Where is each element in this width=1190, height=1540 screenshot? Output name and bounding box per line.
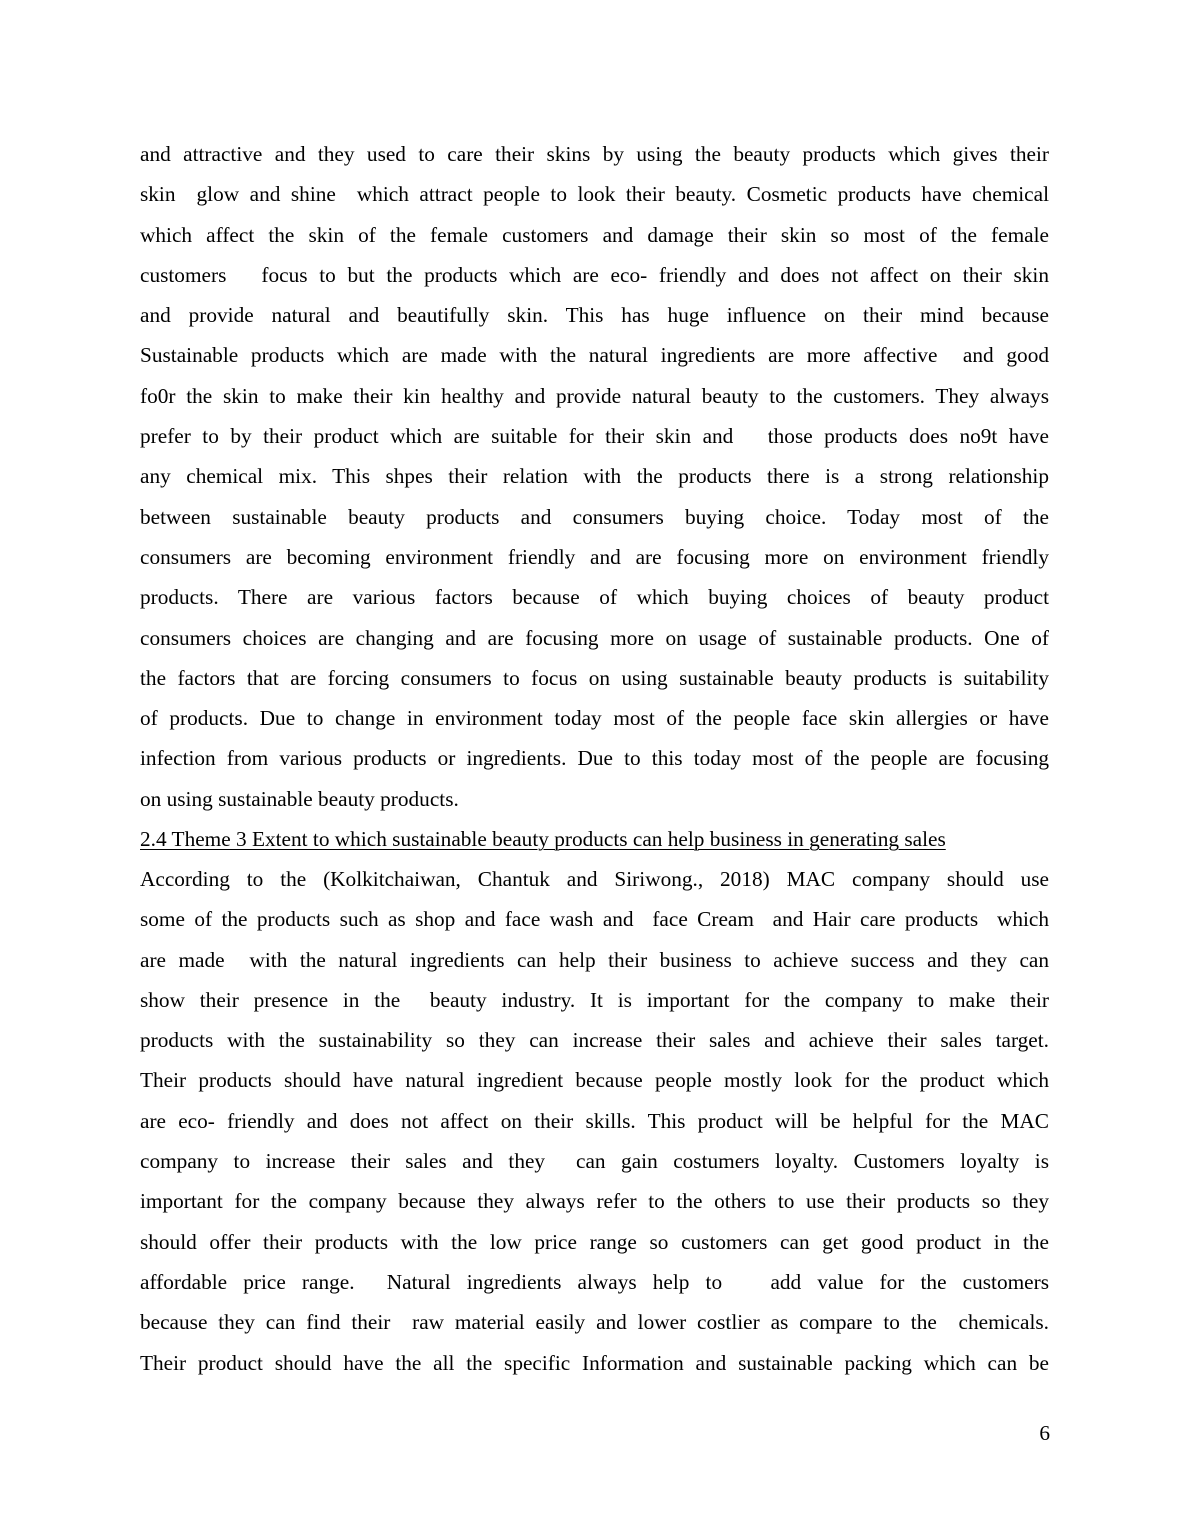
- paragraph-line: consumers choices are changing and are focusing more on usage of sustainable products. One of: [140, 625, 1049, 650]
- paragraph-line: infection from various products or ingredients. Due to this today most of the people are focusing: [140, 746, 1049, 771]
- paragraph-line: on using sustainable beauty products.: [140, 786, 459, 811]
- paragraph-line: between sustainable beauty products and consumers buying choice. Today most of the: [140, 504, 1049, 529]
- paragraph-line: any chemical mix. This shpes their relation with the products there is a strong relationship: [140, 464, 1049, 489]
- paragraph-line: because they can find their raw material easily and lower costlier as compare to the chemicals.: [140, 1310, 1049, 1335]
- paragraph-line: show their presence in the beauty industry. It is important for the company to make their: [140, 987, 1049, 1012]
- paragraph-line: affordable price range. Natural ingredients always help to add value for the customers: [140, 1269, 1049, 1294]
- page-number: 6: [1039, 1421, 1050, 1445]
- section-heading: [140, 819, 1049, 859]
- paragraph-line: products with the sustainability so they can increase their sales and achieve their sales target.: [140, 1028, 1049, 1053]
- paragraph-line: Sustainable products which are made with the natural ingredients are more affective and good: [140, 343, 1049, 368]
- paragraph-line: products. There are various factors because of which buying choices of beauty product: [140, 585, 1049, 610]
- section-heading-text: 2.4 Theme 3 Extent to which sustainable beauty products can help business in generating sales: [140, 827, 946, 851]
- paragraph-line: should offer their products with the low price range so customers can get good product in the: [140, 1229, 1049, 1254]
- paragraph-line: and provide natural and beautifully skin. This has huge influence on their mind because: [140, 303, 1049, 328]
- paragraph-line: skin glow and shine which attract people to look their beauty. Cosmetic products have chemical: [140, 182, 1049, 207]
- paragraph-line: which affect the skin of the female customers and damage their skin so most of the female: [140, 222, 1049, 247]
- paragraph-line: and attractive and they used to care their skins by using the beauty products which gives their: [140, 142, 1049, 166]
- body-paragraph-1: [140, 134, 1049, 819]
- paragraph-line: important for the company because they always refer to the others to use their products so they: [140, 1189, 1049, 1214]
- paragraph-line: prefer to by their product which are suitable for their skin and those products does no9t have: [140, 424, 1049, 449]
- paragraph-line: are made with the natural ingredients can help their business to achieve success and they can: [140, 947, 1049, 972]
- paragraph-line: customers focus to but the products which are eco- friendly and does not affect on their skin: [140, 262, 1049, 287]
- paragraph-line: are eco- friendly and does not affect on their skills. This product will be helpful for the MAC: [140, 1108, 1049, 1133]
- paragraph-line: Their products should have natural ingredient because people mostly look for the product which: [140, 1068, 1049, 1093]
- paragraph-line: some of the products such as shop and face wash and face Cream and Hair care products which: [140, 907, 1049, 932]
- paragraph-line: the factors that are forcing consumers to focus on using sustainable beauty products is suitability: [140, 665, 1049, 690]
- paragraph-line: of products. Due to change in environment today most of the people face skin allergies or have: [140, 706, 1049, 731]
- paragraph-line: company to increase their sales and they can gain costumers loyalty. Customers loyalty is: [140, 1149, 1049, 1174]
- paragraph-line: fo0r the skin to make their kin healthy and provide natural beauty to the customers. They always: [140, 383, 1049, 408]
- paragraph-line: According to the (Kolkitchaiwan, Chantuk and Siriwong., 2018) MAC company should use: [140, 867, 1049, 891]
- paragraph-line: consumers are becoming environment friendly and are focusing more on environment friendly: [140, 544, 1049, 569]
- body-paragraph-2: [140, 859, 1049, 1383]
- paragraph-line: Their product should have the all the specific Information and sustainable packing which can be: [140, 1350, 1049, 1375]
